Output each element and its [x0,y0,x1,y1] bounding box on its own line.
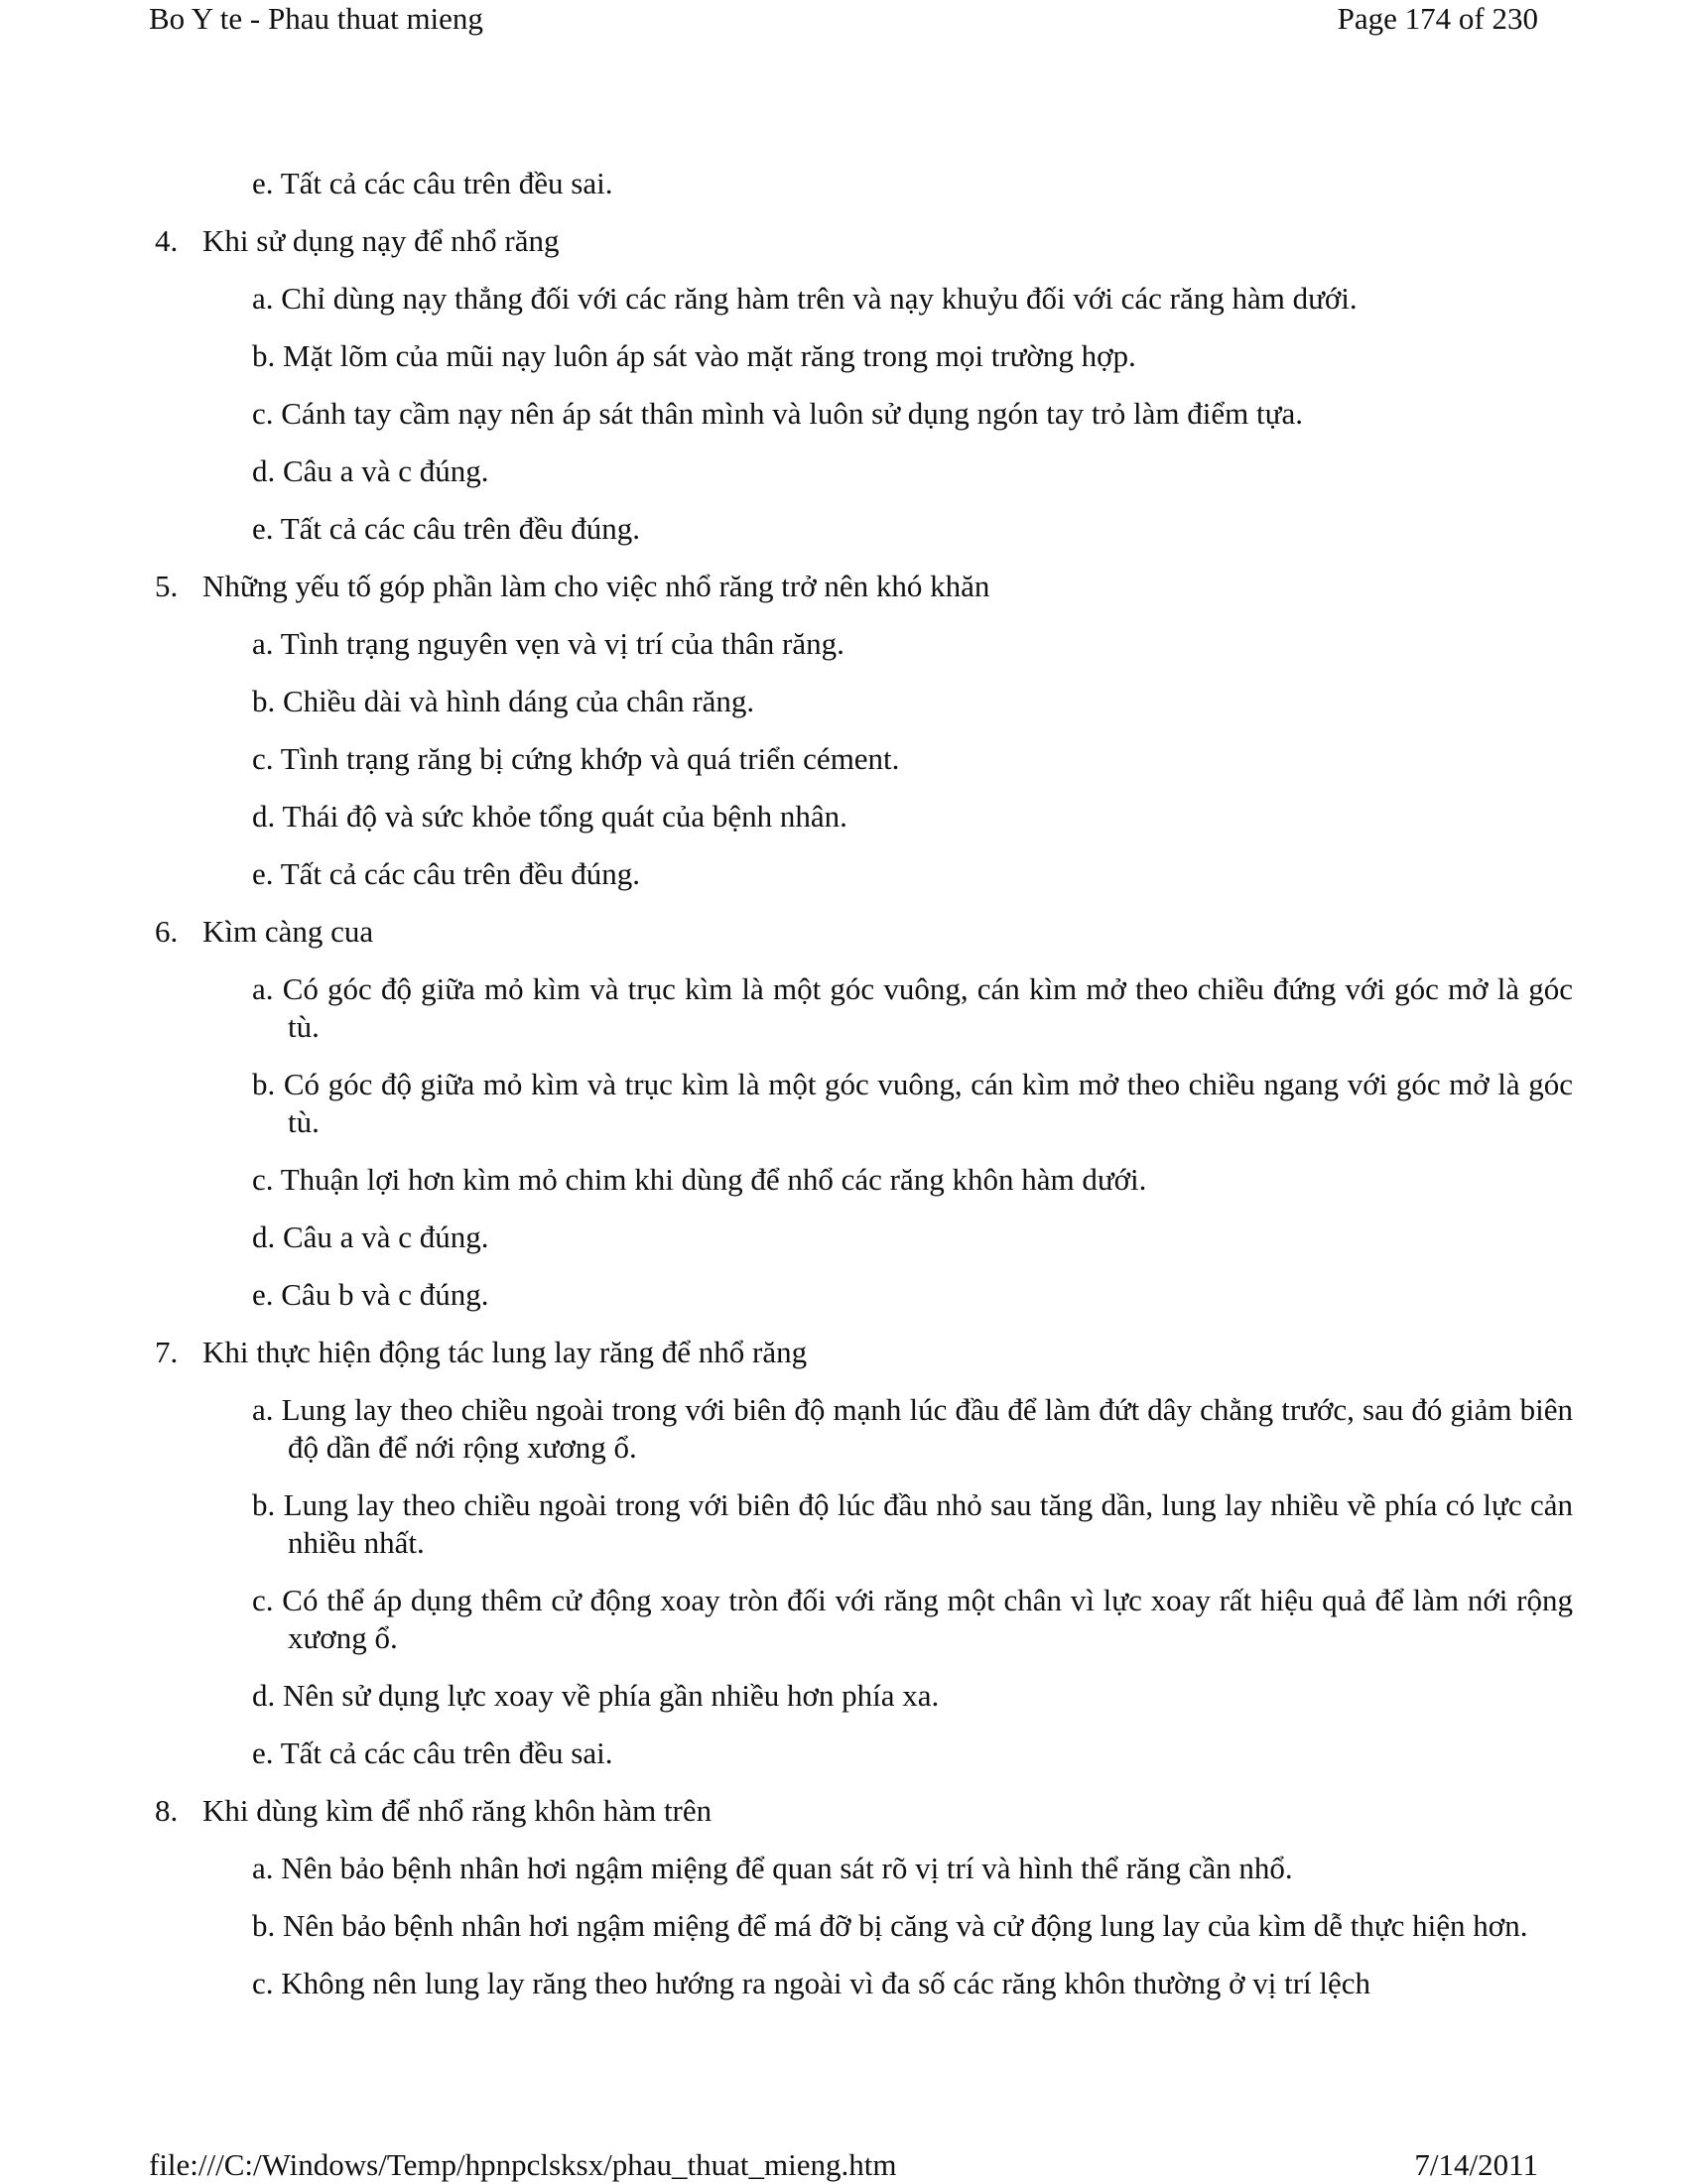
answer-option: b. Mặt lõm của mũi nạy luôn áp sát vào mặt răng trong mọi trường hợp. [252,338,1136,373]
answer-option: b. Chiều dài và hình dáng của chân răng. [252,684,755,718]
answer-option: d. Nên sử dụng lực xoay về phía gần nhiều hơn phía xa. [252,1678,940,1713]
answer-option: d. Câu a và c đúng. [252,1220,489,1254]
file-path: file:///C:/Windows/Temp/hpnpclsksx/phau_thuat_mieng.htm [149,2147,897,2182]
question-item [155,1792,1537,1830]
question-item [155,568,1537,605]
question-number: 5. [155,569,179,603]
answer-option: e. Câu b và c đúng. [252,1277,489,1312]
answer-option: b. Lung lay theo chiều ngoài trong với biên độ lúc đầu nhỏ sau tăng dần, lung lay nhiều về phía có lực cản nhiều nhất. [252,1487,1573,1560]
question-list [0,222,1687,2002]
answer-option: e. Tất cả các câu trên đều sai. [252,1735,613,1770]
document-body [0,165,1687,2022]
question-number: 7. [155,1335,179,1369]
question-item [155,913,1537,951]
question-text: Khi thực hiện động tác lung lay răng để nhổ răng [202,1335,808,1369]
answer-option: e. Tất cả các câu trên đều đúng. [252,856,641,891]
answer-option: c. Tình trạng răng bị cứng khớp và quá triển cément. [252,741,900,776]
lead-option: e. Tất cả các câu trên đều sai. [252,166,613,200]
question-number: 6. [155,914,179,949]
question-item [155,1334,1537,1371]
question-number: 8. [155,1793,179,1828]
question-item [155,222,1537,260]
answer-option: c. Không nên lung lay răng theo hướng ra ngoài vì đa số các răng khôn thường ở vị trí lệch [252,1966,1371,2000]
answer-option: c. Thuận lợi hơn kìm mỏ chim khi dùng để nhổ các răng khôn hàm dưới. [252,1162,1147,1197]
answer-option: a. Có góc độ giữa mỏ kìm và trục kìm là một góc vuông, cán kìm mở theo chiều đứng với góc mở là góc tù. [252,971,1573,1044]
answer-option: a. Nên bảo bệnh nhân hơi ngậm miệng để quan sát rõ vị trí và hình thể răng cần nhổ. [252,1851,1293,1885]
question-number: 4. [155,223,179,258]
question-text: Kìm càng cua [202,914,374,949]
answer-option: a. Chỉ dùng nạy thẳng đối với các răng hàm trên và nạy khuỷu đối với các răng hàm dưới. [252,281,1358,316]
answer-option: a. Tình trạng nguyên vẹn và vị trí của thân răng. [252,626,844,661]
answer-option: c. Cánh tay cầm nạy nên áp sát thân mình và luôn sử dụng ngón tay trỏ làm điểm tựa. [252,396,1303,431]
question-text: Những yếu tố góp phần làm cho việc nhổ răng trở nên khó khăn [202,569,990,603]
page-number: Page 174 of 230 [1337,1,1538,36]
answer-option: c. Có thể áp dụng thêm cử động xoay tròn đối với răng một chân vì lực xoay rất hiệu quả để làm nới rộng xương ổ. [252,1583,1573,1655]
answer-option: a. Lung lay theo chiều ngoài trong với biên độ mạnh lúc đầu để làm đứt dây chằng trước, sau đó giảm biên độ dần để nới rộng xương ổ. [252,1392,1573,1465]
answer-option: b. Có góc độ giữa mỏ kìm và trục kìm là một góc vuông, cán kìm mở theo chiều ngang với góc mở là góc tù. [252,1067,1573,1139]
answer-option: e. Tất cả các câu trên đều đúng. [252,511,641,546]
answer-option: d. Câu a và c đúng. [252,453,489,488]
question-text: Khi dùng kìm để nhổ răng khôn hàm trên [202,1793,713,1828]
answer-option: d. Thái độ và sức khỏe tổng quát của bệnh nhân. [252,799,847,834]
answer-option: b. Nên bảo bệnh nhân hơi ngậm miệng để má đỡ bị căng và cử động lung lay của kìm dễ thực hiện hơn. [252,1908,1528,1943]
print-date: 7/14/2011 [1414,2147,1538,2182]
page-header-title: Bo Y te - Phau thuat mieng [149,1,483,36]
question-text: Khi sử dụng nạy để nhổ răng [202,223,560,258]
